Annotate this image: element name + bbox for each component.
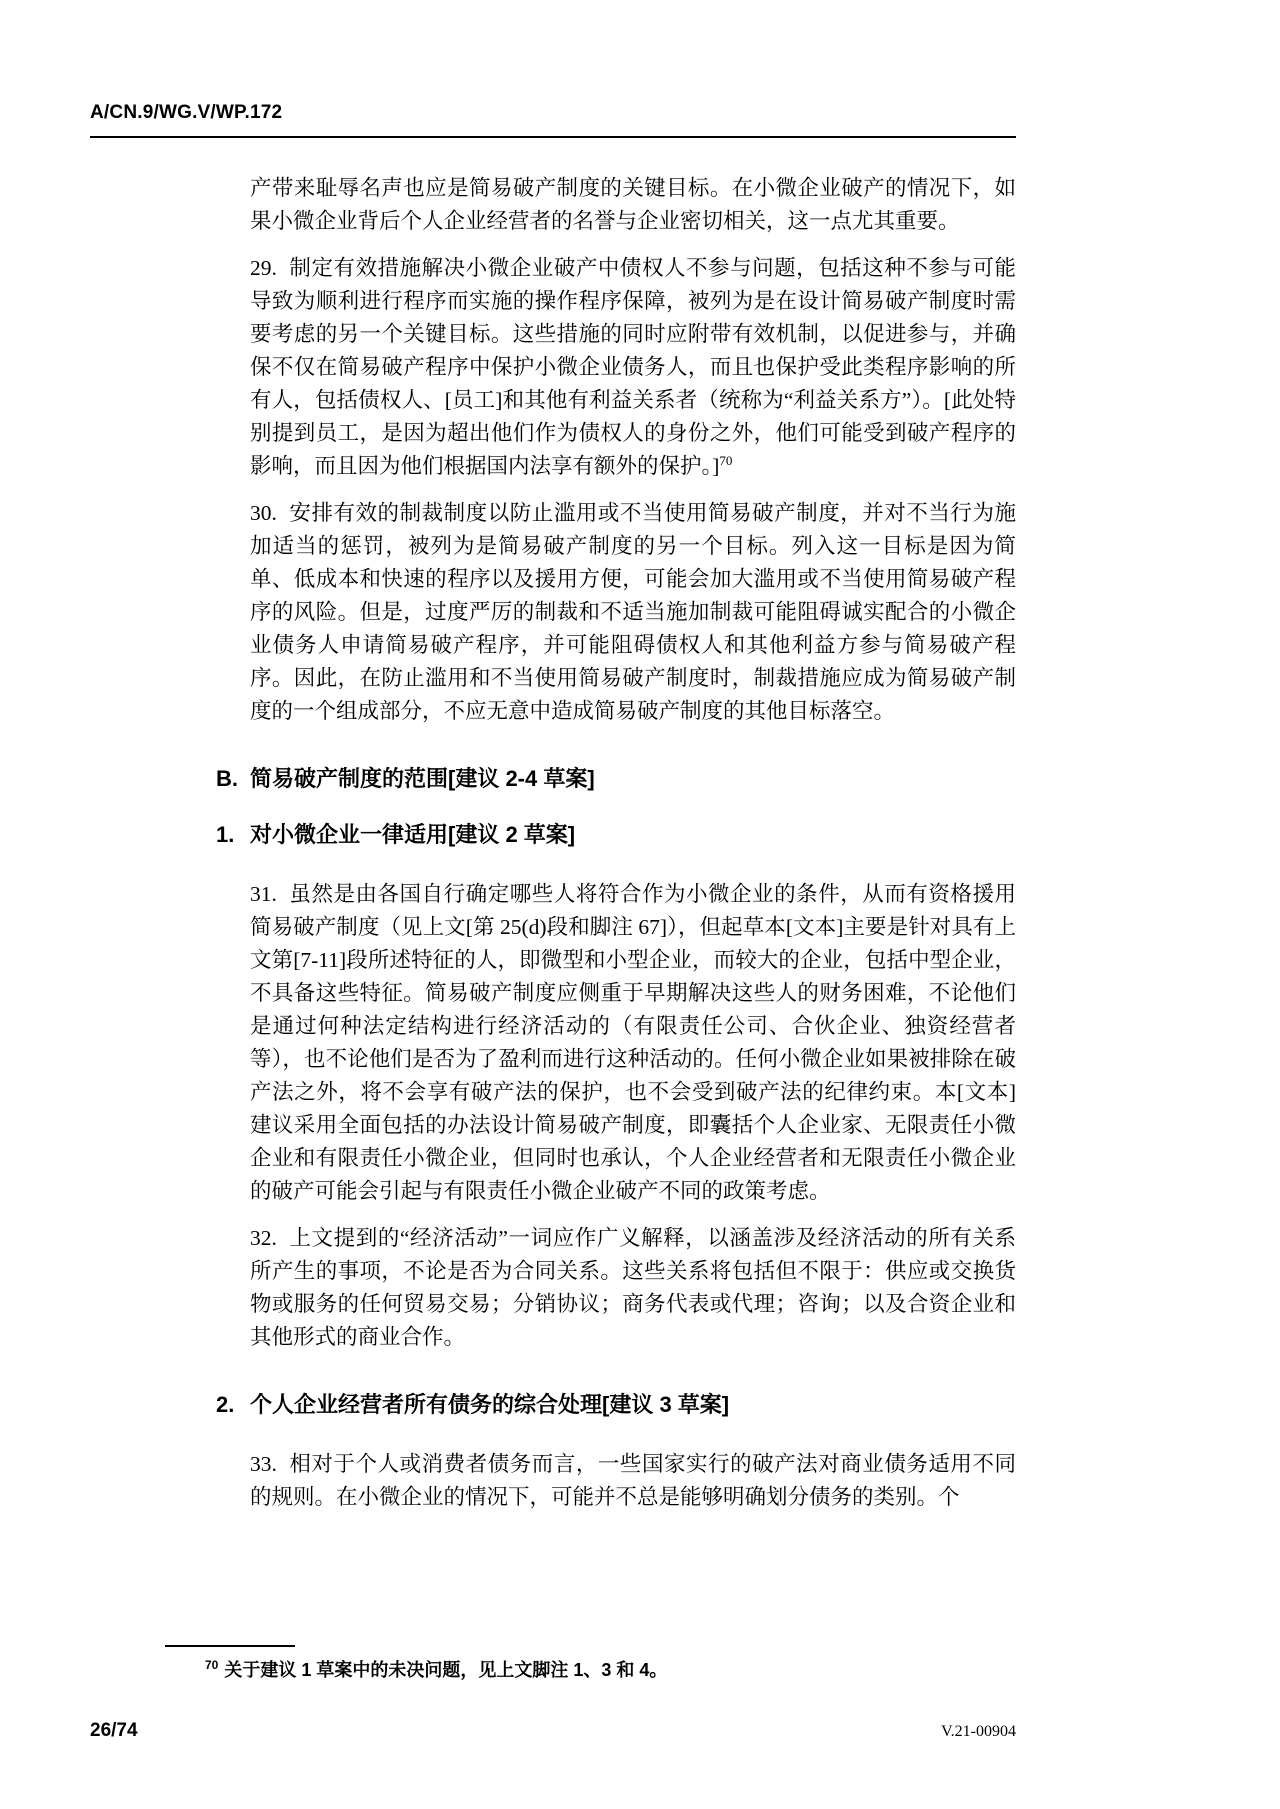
heading-number: 1. <box>216 822 235 847</box>
heading-title: 个人企业经营者所有债务的综合处理[建议 3 草案] <box>250 1392 730 1417</box>
paragraph-32 <box>250 1222 1016 1354</box>
document-body <box>216 172 1016 1514</box>
heading-letter: B. <box>216 766 238 791</box>
paragraph-number: 30. <box>250 501 277 525</box>
paragraph-number: 33. <box>250 1452 277 1476</box>
page-number: 26/74 <box>90 1720 138 1741</box>
header-rule <box>90 136 1016 138</box>
paragraph-text: 制定有效措施解决小微企业破产中债权人不参与问题，包括这种不参与可能导致为顺利进行程序而实施的操作程序保障，被列为是在设计简易破产制度时需要考虑的另一个关键目标。这些措施的同时应附带有效机制，以促进参与，并确保不仅在简易破产程序中保护小微企业债务人，而且也保护受此类程序影响的所有人，包括债权人、[员工]和其他有利益关系者（统称为“利益关系方”）。[此处特别提到员工，是因为超出他们作为债权人的身份之外，他们可能受到破产程序的影响，而且因为他们根据国内法享有额外的保护。] <box>250 256 1016 478</box>
heading-number: 2. <box>216 1392 235 1417</box>
heading-title: 简易破产制度的范围[建议 2-4 草案] <box>250 766 595 791</box>
heading-title: 对小微企业一律适用[建议 2 草案] <box>250 822 576 847</box>
document-symbol-header <box>90 102 282 124</box>
document-number: V.21-00904 <box>941 1723 1016 1740</box>
footnote-70 <box>205 1658 1025 1682</box>
paragraph-text: 上文提到的“经济活动”一词应作广义解释，以涵盖涉及经济活动的所有关系所产生的事项，不论是否为合同关系。这些关系将包括但不限于：供应或交换货物或服务的任何贸易交易；分销协议；商务代表或代理；咨询；以及合资企业和其他形式的商业合作。 <box>250 1226 1016 1349</box>
paragraph-number: 31. <box>250 882 277 906</box>
paragraph-continuation <box>250 172 1016 238</box>
paragraph-30 <box>250 497 1016 728</box>
paragraph-text: 虽然是由各国自行确定哪些人将符合作为小微企业的条件，从而有资格援用简易破产制度（见上文[第 25(d)段和脚注 67]），但起草本[文本]主要是针对具有上文第[7-11]段所述特征的人，即微型和小型企业，而较大的企业，包括中型企业，不具备这些特征。简易破产制度应侧重于早期解决这些人的财务困难，不论他们是通过何种法定结构进行经济活动的（有限责任公司、合伙企业、独资经营者等），也不论他们是否为了盈利而进行这种活动的。任何小微企业如果被排除在破产法之外，将不会享有破产法的保护，也不会受到破产法的纪律约束。本[文本]建议采用全面包括的办法设计简易破产制度，即囊括个人企业家、无限责任小微企业和有限责任小微企业，但同时也承认，个人企业经营者和无限责任小微企业的破产可能会引起与有限责任小微企业破产不同的政策考虑。 <box>250 882 1016 1203</box>
footnote-text: 关于建议 1 草案中的未决问题，见上文脚注 1、3 和 4。 <box>224 1660 668 1680</box>
footnote-marker: 70 <box>205 1658 219 1672</box>
paragraph-33 <box>250 1448 1016 1514</box>
paragraph-text: 产带来耻辱名声也应是简易破产制度的关键目标。在小微企业破产的情况下，如果小微企业背后个人企业经营者的名誉与企业密切相关，这一点尤其重要。 <box>250 176 1016 233</box>
footnote-separator <box>165 1645 295 1647</box>
paragraph-text: 相对于个人或消费者债务而言，一些国家实行的破产法对商业债务适用不同的规则。在小微企业的情况下，可能并不总是能够明确划分债务的类别。个 <box>250 1452 1016 1509</box>
subsection-heading-2 <box>216 1390 1016 1420</box>
paragraph-text: 安排有效的制裁制度以防止滥用或不当使用简易破产制度，并对不当行为施加适当的惩罚，被列为是简易破产制度的另一个目标。列入这一目标是因为简单、低成本和快速的程序以及援用方便，可能会加大滥用或不当使用简易破产程序的风险。但是，过度严厉的制裁和不适当施加制裁可能阻碍诚实配合的小微企业债务人申请简易破产程序，并可能阻碍债权人和其他利益方参与简易破产程序。因此，在防止滥用和不当使用简易破产制度时，制裁措施应成为简易破产制度的一个组成部分，不应无意中造成简易破产制度的其他目标落空。 <box>250 501 1016 723</box>
page-footer <box>90 1720 1016 1742</box>
footnote-ref: 70 <box>719 452 733 468</box>
section-heading-b <box>216 764 1016 794</box>
paragraph-number: 29. <box>250 256 277 280</box>
document-symbol: A/CN.9/WG.V/WP.172 <box>90 102 283 123</box>
paragraph-29 <box>250 252 1016 483</box>
paragraph-number: 32. <box>250 1226 277 1250</box>
paragraph-31 <box>250 878 1016 1208</box>
subsection-heading-1 <box>216 820 1016 850</box>
